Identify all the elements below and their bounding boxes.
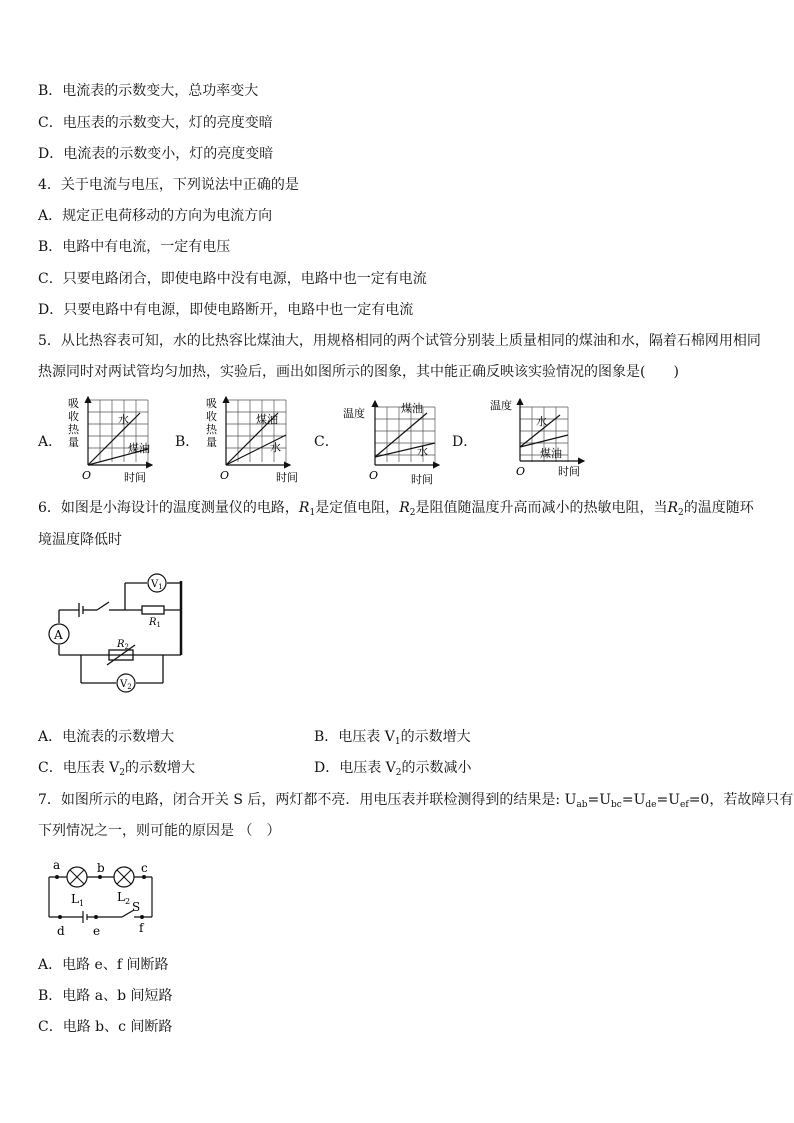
q6-stem-b: 是定值电阻， [315,500,400,516]
point-c: c [141,861,148,875]
q6-option-d-post: 的示数减小 [401,760,472,776]
q6-option-c-post: 的示数增大 [125,760,196,776]
graph-b-origin: O [220,469,230,482]
point-a: a [53,858,61,872]
q7-stem-line2: 下列情况之一，则可能的原因是 （ ） [38,823,281,839]
graph-b-water: 水 [270,441,281,454]
q6-stem-line2: 境温度降低时 [38,532,122,548]
prev-option-d: D．电流表的示数变小，灯的亮度变暗 [38,146,274,162]
graph-b-ylabel-4: 量 [206,436,217,449]
q7-option-c: C．电路 b、c 间断路 [38,1019,173,1035]
q4-stem: 4．关于电流与电压，下列说法中正确的是 [38,177,299,193]
graph-c-origin: O [369,469,379,482]
prev-option-c: C．电压表的示数变大，灯的亮度变暗 [38,115,273,131]
q7-circuit [40,855,170,940]
graph-c-ylabel: 温度 [343,407,365,420]
q7-sub-ef: ef [680,800,689,810]
q7-eq2: =U [621,792,646,808]
q7-option-b: B．电路 a、b 间短路 [38,988,173,1004]
q6-r2: R [399,500,410,516]
q7-stem-a: 7．如图所示的电路，闭合开关 S 后，两灯都不亮．用电压表并联检测得到的结果是: U [38,792,577,808]
graph-c-water: 水 [417,445,428,458]
switch-label: S [132,900,141,914]
q6-stem-c: 是阻值随温度升高而减小的热敏电阻，当 [415,500,668,516]
q5-label-c: C． [314,434,339,450]
q4-option-d: D．只要电路中有电源，即使电路断开，电路中也一定有电流 [38,302,414,318]
q6-option-c [38,759,195,782]
r1-label: $R_1$ [149,617,161,629]
q7-sub-bc: bc [611,800,622,810]
q6-option-d [314,759,472,782]
graph-a-ylabel-2: 收 [68,410,79,423]
q6-circuit [45,573,195,698]
graph-b [206,397,298,484]
q6-stem-a: 6．如图是小海设计的温度测量仪的电路， [38,500,299,516]
graph-a-ylabel-1: 吸 [68,397,79,410]
graph-d-oil: 煤油 [540,447,562,460]
q6-r1-sub: 1 [309,508,316,518]
q6-option-c-sub: 2 [119,768,126,778]
q5-label-b: B． [175,434,200,450]
lamp-l2-icon [114,867,134,887]
q5-stem-line2: 热源同时对两试管均匀加热，实验后，画出如图所示的图象，其中能正确反映该实验情况的图象是( ) [38,364,679,380]
point-d: d [57,924,65,938]
q6-option-b-pre: B．电压表 V [314,729,395,745]
q6-r2b: R [667,500,679,516]
ammeter-label: A [54,628,63,642]
graph-c-xlabel: 时间 [411,473,433,486]
q7-stem-b: =0，若故障只有 [688,792,794,808]
point-e: e [93,924,101,938]
graph-a-xlabel: 时间 [124,471,146,484]
q7-eq3: =U [656,792,681,808]
q5-graphs [60,395,600,490]
graph-d-water: 水 [536,415,547,428]
q6-option-b [314,728,471,751]
q4-option-b: B．电路中有电流，一定有电压 [38,239,231,255]
graph-b-oil: 煤油 [256,413,278,426]
q6-r2-sub: 2 [409,508,416,518]
q5-stem-line1: 5．从比热容表可知，水的比热容比煤油大，用规格相同的两个试管分别装上质量相同的煤油和水，隔着石棉网用相同 [38,333,761,349]
voltmeter-v2-label: $V_2$ [120,679,132,691]
point-f: f [139,921,144,935]
graph-d [490,398,584,478]
q7-eq1: =U [587,792,612,808]
lamp-l2-label: $L_2$ [117,890,131,906]
graph-b-ylabel-2: 收 [206,410,217,423]
graph-a-oil: 煤油 [128,442,150,455]
graph-a-ylabel-3: 热 [68,423,79,436]
prev-option-b: B．电流表的示数变大，总功率变大 [38,83,259,99]
q6-stem-d: 的温度随环 [683,500,754,516]
q6-option-a: A．电流表的示数增大 [38,729,175,745]
graph-a-origin: O [82,469,92,482]
graph-b-xlabel: 时间 [276,471,298,484]
q6-option-d-sub: 2 [395,768,402,778]
q6-r2b-sub: 2 [678,508,684,518]
graph-d-origin: O [516,465,526,478]
q6-option-c-pre: C．电压表 V [38,760,120,776]
graph-c-oil: 煤油 [401,402,423,415]
q4-option-a: A．规定正电荷移动的方向为电流方向 [38,208,273,224]
graph-a [68,397,152,484]
q7-sub-de: de [645,800,657,810]
graph-a-ylabel-4: 量 [68,436,79,449]
q5-label-a: A． [38,434,63,450]
q6-option-d-pre: D．电压表 V [314,760,396,776]
q7-stem-line1 [38,791,793,814]
q6-stem-line1 [38,499,754,522]
graph-c [343,401,439,486]
lamp-l1-icon [67,867,87,887]
graph-d-ylabel: 温度 [490,399,512,412]
lamp-l1-label: $L_1$ [71,892,85,908]
q6-option-b-post: 的示数增大 [400,729,471,745]
voltmeter-v1-label: $V_1$ [151,579,163,591]
graph-a-water: 水 [118,413,129,426]
q5-label-d: D． [452,434,478,450]
q7-sub-ab: ab [576,800,588,810]
q4-option-c: C．只要电路闭合，即使电路中没有电源，电路中也一定有电流 [38,271,427,287]
graph-b-ylabel-3: 热 [206,423,217,436]
q6-r1: R [298,500,310,516]
q6-option-b-sub: 1 [394,737,401,747]
graph-b-ylabel-1: 吸 [206,397,217,410]
point-b: b [97,861,105,875]
graph-d-xlabel: 时间 [558,465,580,478]
r2-label: $R_2$ [117,639,129,651]
q7-option-a: A．电路 e、f 间断路 [38,957,169,973]
